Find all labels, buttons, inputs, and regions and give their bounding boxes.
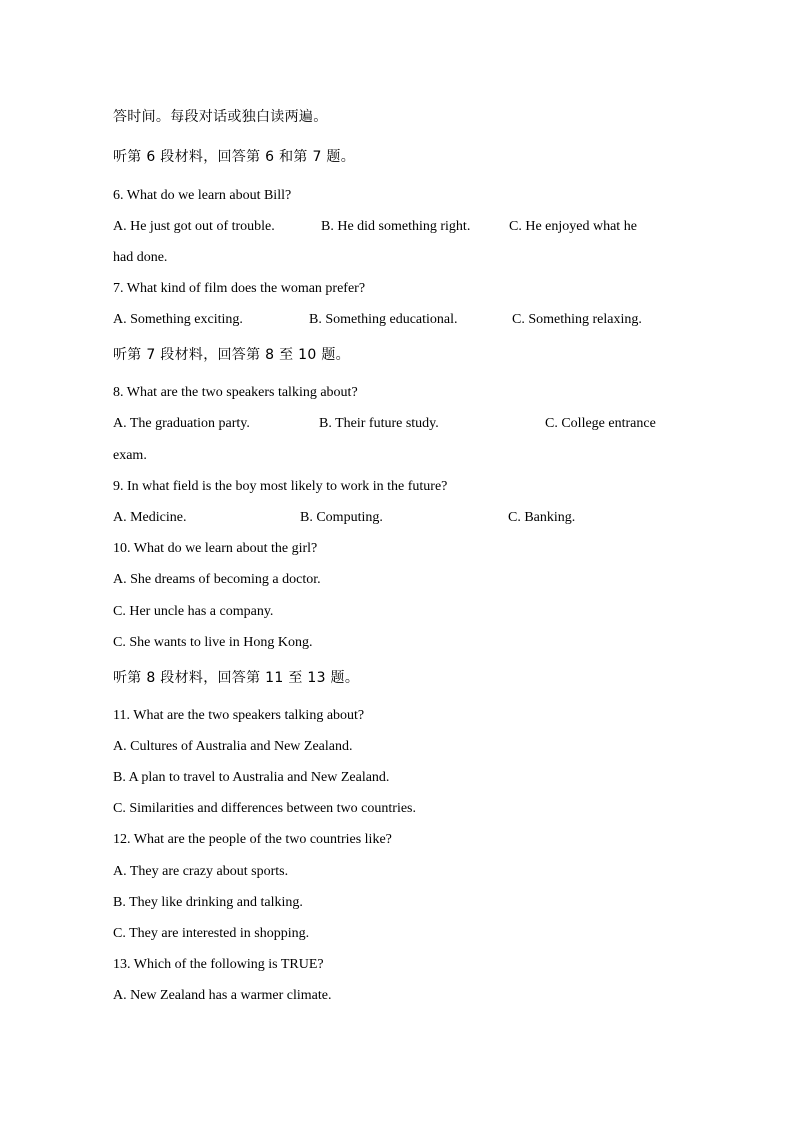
option-row [0, 218, 794, 236]
option-c: C. College entrance [545, 416, 656, 431]
question-text: 6. What do we learn about Bill? [113, 188, 292, 203]
question-text: 11. What are the two speakers talking about? [113, 708, 365, 723]
option-c: C. She wants to live in Hong Kong. [113, 635, 313, 650]
option-c: C. They are interested in shopping. [113, 926, 310, 941]
option-a: A. Something exciting. [113, 312, 243, 327]
option-b: B. They like drinking and talking. [113, 895, 303, 910]
option-c: C. Similarities and differences between two countries. [113, 801, 416, 816]
option-row [0, 509, 794, 527]
question-text: 7. What kind of film does the woman prefer? [113, 281, 366, 296]
question-text: 8. What are the two speakers talking about? [113, 385, 358, 400]
option-c: C. He enjoyed what he [509, 219, 637, 234]
option-a: A. They are crazy about sports. [113, 864, 289, 879]
option-b: B. He did something right. [321, 219, 471, 234]
option-a: A. The graduation party. [113, 416, 250, 431]
option-a: A. She dreams of becoming a doctor. [113, 572, 321, 587]
question-text: 13. Which of the following is TRUE? [113, 957, 324, 972]
option-b: B. Their future study. [319, 416, 439, 431]
option-b: B. A plan to travel to Australia and New Zealand. [113, 770, 390, 785]
question-text: 9. In what field is the boy most likely to work in the future? [113, 479, 448, 494]
question-text: 10. What do we learn about the girl? [113, 541, 318, 556]
option-a: A. New Zealand has a warmer climate. [113, 988, 332, 1003]
intro-text: 答时间。每段对话或独白读两遍。 [113, 109, 328, 125]
option-a: A. Cultures of Australia and New Zealand. [113, 739, 353, 754]
option-continuation: had done. [113, 250, 168, 265]
option-row [0, 311, 794, 329]
section-heading: 听第 8 段材料，回答第 11 至 13 题。 [113, 670, 360, 686]
section-heading: 听第 7 段材料，回答第 8 至 10 题。 [113, 347, 350, 363]
section-heading: 听第 6 段材料，回答第 6 和第 7 题。 [113, 149, 356, 165]
option-b: B. Computing. [300, 510, 383, 525]
option-a: A. He just got out of trouble. [113, 219, 275, 234]
option-b: C. Her uncle has a company. [113, 604, 274, 619]
option-a: A. Medicine. [113, 510, 187, 525]
option-c: C. Something relaxing. [512, 312, 642, 327]
option-continuation: exam. [113, 448, 147, 463]
question-text: 12. What are the people of the two countries like? [113, 832, 392, 847]
option-b: B. Something educational. [309, 312, 458, 327]
option-c: C. Banking. [508, 510, 576, 525]
option-row [0, 415, 794, 433]
